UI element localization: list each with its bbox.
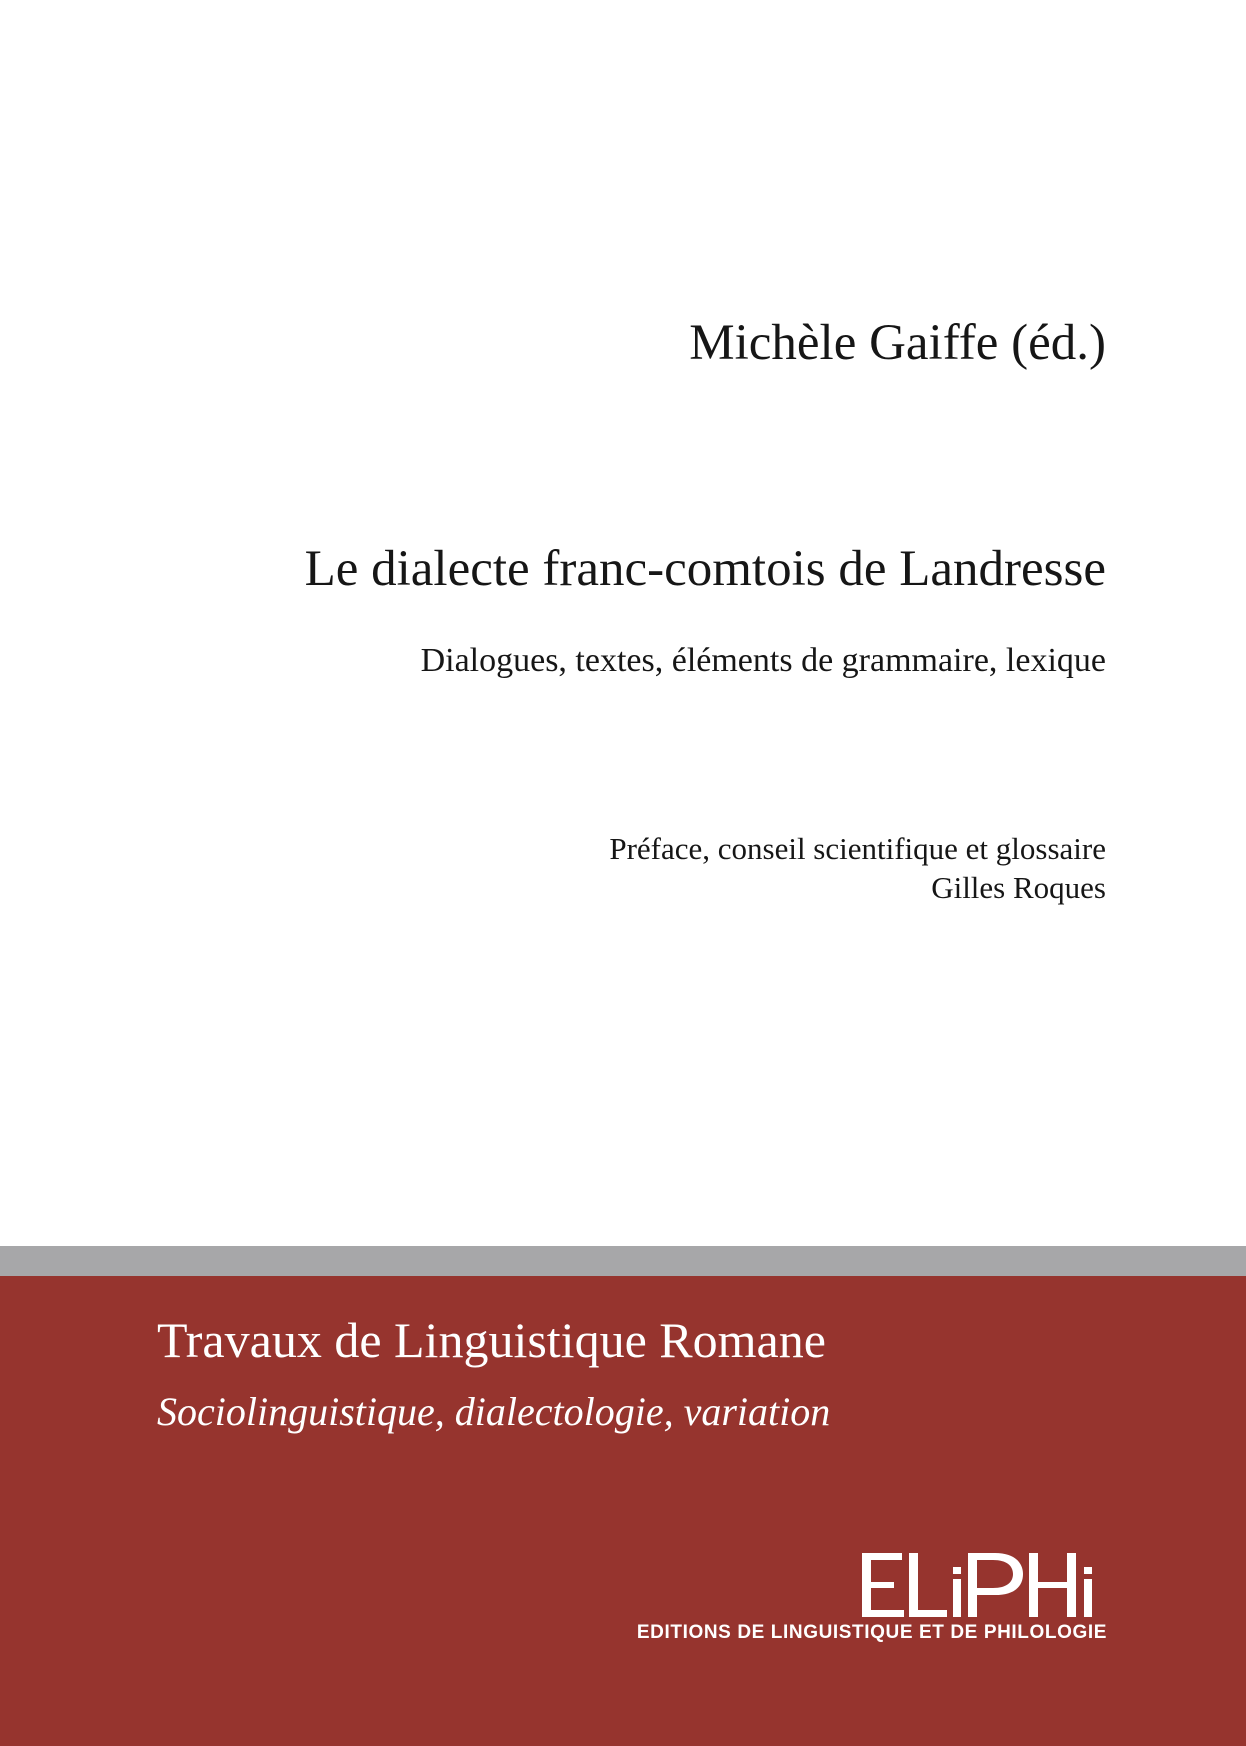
series-title: Travaux de Linguistique Romane — [157, 1312, 826, 1368]
book-title: Le dialecte franc-comtois de Landresse — [304, 541, 1106, 597]
publisher-tagline: EDITIONS DE LINGUISTIQUE ET DE PHILOLOGIE — [636, 1622, 1107, 1643]
credits-name: Gilles Roques — [931, 870, 1106, 905]
book-subtitle: Dialogues, textes, éléments de grammaire, lexique — [420, 642, 1106, 679]
author-name: Michèle Gaiffe (éd.) — [689, 315, 1106, 371]
credits-role: Préface, conseil scientifique et glossaire — [609, 831, 1106, 866]
series-subtitle: Sociolinguistique, dialectologie, variation — [157, 1389, 831, 1434]
publisher-logo — [587, 1545, 1107, 1645]
publisher-logo-mark — [587, 1545, 1107, 1623]
credits-block — [609, 829, 1106, 907]
gray-divider-band — [0, 1246, 1246, 1276]
